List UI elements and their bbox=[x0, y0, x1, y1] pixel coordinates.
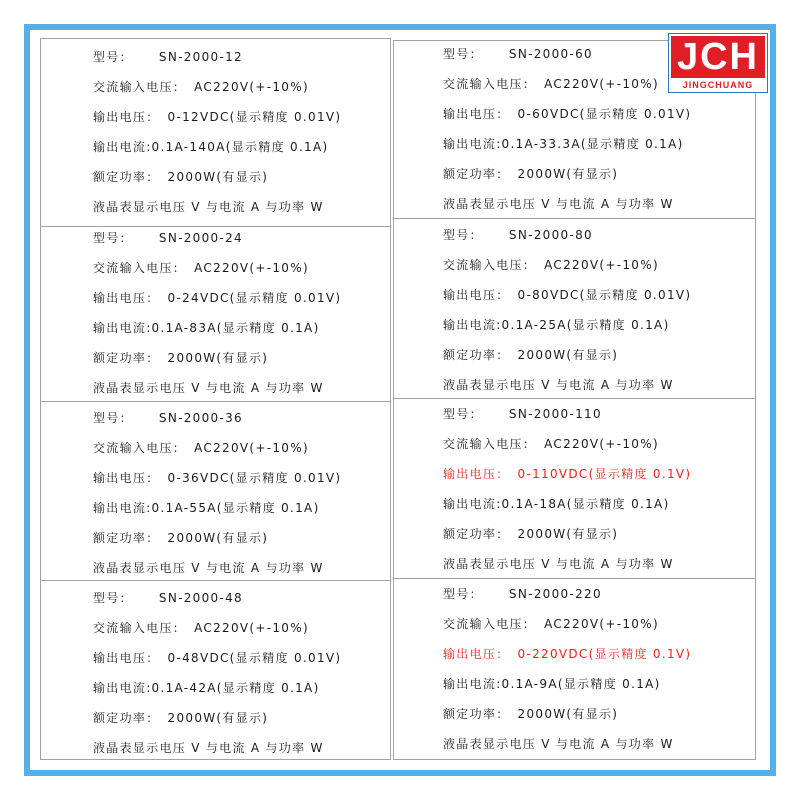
rated-power-value: 2000W(有显示) bbox=[167, 531, 269, 545]
model-row bbox=[443, 39, 691, 69]
rated-power-row bbox=[443, 159, 691, 189]
input-voltage-label: 交流输入电压： bbox=[443, 617, 537, 631]
input-voltage-row bbox=[93, 433, 341, 463]
input-voltage-row bbox=[443, 69, 691, 99]
model-label: 型号： bbox=[93, 231, 133, 245]
input-voltage-value: AC220V(+-10%) bbox=[544, 437, 659, 451]
input-voltage-row bbox=[93, 613, 341, 643]
input-voltage-label: 交流输入电压： bbox=[93, 261, 187, 275]
lcd-display-row: 液晶表显示电压 V 与电流 A 与功率 W bbox=[443, 378, 674, 392]
rated-power-value: 2000W(有显示) bbox=[517, 707, 619, 721]
rated-power-label: 额定功率： bbox=[443, 167, 510, 181]
output-voltage-row bbox=[443, 99, 691, 129]
output-current-row: 输出电流:0.1A-18A(显示精度 0.1A) bbox=[443, 497, 670, 511]
spec-lines bbox=[93, 583, 341, 763]
output-voltage-value: 0-36VDC(显示精度 0.01V) bbox=[167, 471, 342, 485]
model-value: SN-2000-60 bbox=[508, 47, 593, 61]
input-voltage-label: 交流输入电压： bbox=[93, 441, 187, 455]
model-label: 型号： bbox=[443, 228, 483, 242]
input-voltage-row bbox=[93, 253, 341, 283]
model-label: 型号： bbox=[443, 587, 483, 601]
input-voltage-label: 交流输入电压： bbox=[443, 77, 537, 91]
lcd-display-row: 液晶表显示电压 V 与电流 A 与功率 W bbox=[93, 200, 324, 214]
model-value: SN-2000-36 bbox=[158, 411, 243, 425]
model-label: 型号： bbox=[443, 407, 483, 421]
model-value: SN-2000-80 bbox=[508, 228, 593, 242]
output-voltage-label: 输出电压： bbox=[93, 291, 160, 305]
rated-power-label: 额定功率： bbox=[93, 531, 160, 545]
output-current-row: 输出电流:0.1A-25A(显示精度 0.1A) bbox=[443, 318, 670, 332]
lcd-display-row: 液晶表显示电压 V 与电流 A 与功率 W bbox=[443, 557, 674, 571]
model-value: SN-2000-220 bbox=[508, 587, 602, 601]
output-voltage-label: 输出电压： bbox=[443, 467, 510, 481]
output-voltage-value: 0-48VDC(显示精度 0.01V) bbox=[167, 651, 342, 665]
model-row bbox=[93, 583, 341, 613]
rated-power-value: 2000W(有显示) bbox=[517, 527, 619, 541]
rated-power-row bbox=[93, 703, 341, 733]
model-row bbox=[93, 42, 341, 72]
output-voltage-row bbox=[93, 102, 341, 132]
rated-power-row bbox=[443, 699, 691, 729]
model-value: SN-2000-12 bbox=[158, 50, 243, 64]
input-voltage-label: 交流输入电压： bbox=[93, 80, 187, 94]
input-voltage-label: 交流输入电压： bbox=[443, 437, 537, 451]
output-current-row: 输出电流:0.1A-33.3A(显示精度 0.1A) bbox=[443, 137, 684, 151]
rated-power-label: 额定功率： bbox=[443, 348, 510, 362]
spec-lines bbox=[443, 399, 691, 579]
input-voltage-value: AC220V(+-10%) bbox=[194, 441, 309, 455]
rated-power-value: 2000W(有显示) bbox=[517, 348, 619, 362]
lcd-display-row: 液晶表显示电压 V 与电流 A 与功率 W bbox=[93, 381, 324, 395]
output-voltage-label: 输出电压： bbox=[443, 647, 510, 661]
rated-power-value: 2000W(有显示) bbox=[517, 167, 619, 181]
output-current-row: 输出电流:0.1A-83A(显示精度 0.1A) bbox=[93, 321, 320, 335]
rated-power-value: 2000W(有显示) bbox=[167, 711, 269, 725]
spec-panel-sn-2000-12 bbox=[40, 38, 391, 227]
output-voltage-label: 输出电压： bbox=[443, 107, 510, 121]
rated-power-row bbox=[93, 162, 341, 192]
model-row bbox=[93, 403, 341, 433]
model-label: 型号： bbox=[93, 411, 133, 425]
spec-lines bbox=[93, 42, 341, 222]
output-voltage-row bbox=[93, 643, 341, 673]
rated-power-row bbox=[443, 519, 691, 549]
model-row bbox=[443, 220, 691, 250]
brand-logo bbox=[668, 33, 768, 93]
spec-lines bbox=[93, 403, 341, 583]
model-value: SN-2000-24 bbox=[158, 231, 243, 245]
output-voltage-value: 0-12VDC(显示精度 0.01V) bbox=[167, 110, 342, 124]
rated-power-row bbox=[93, 343, 341, 373]
output-voltage-value: 0-80VDC(显示精度 0.01V) bbox=[517, 288, 692, 302]
input-voltage-value: AC220V(+-10%) bbox=[194, 621, 309, 635]
output-voltage-label: 输出电压： bbox=[93, 471, 160, 485]
model-row bbox=[443, 399, 691, 429]
spec-panel-sn-2000-80 bbox=[393, 218, 756, 399]
rated-power-label: 额定功率： bbox=[443, 707, 510, 721]
model-value: SN-2000-48 bbox=[158, 591, 243, 605]
input-voltage-row bbox=[443, 250, 691, 280]
model-row bbox=[443, 579, 691, 609]
output-current-row: 输出电流:0.1A-140A(显示精度 0.1A) bbox=[93, 140, 329, 154]
output-voltage-label: 输出电压： bbox=[93, 651, 160, 665]
spec-panel-sn-2000-36 bbox=[40, 401, 391, 581]
spec-panel-sn-2000-220 bbox=[393, 578, 756, 760]
lcd-display-row: 液晶表显示电压 V 与电流 A 与功率 W bbox=[443, 197, 674, 211]
rated-power-label: 额定功率： bbox=[93, 351, 160, 365]
rated-power-row bbox=[93, 523, 341, 553]
input-voltage-row bbox=[93, 72, 341, 102]
input-voltage-label: 交流输入电压： bbox=[443, 258, 537, 272]
rated-power-label: 额定功率： bbox=[93, 170, 160, 184]
lcd-display-row: 液晶表显示电压 V 与电流 A 与功率 W bbox=[93, 561, 324, 575]
input-voltage-value: AC220V(+-10%) bbox=[544, 617, 659, 631]
output-voltage-row bbox=[93, 463, 341, 493]
output-voltage-value: 0-220VDC(显示精度 0.1V) bbox=[517, 647, 692, 661]
input-voltage-value: AC220V(+-10%) bbox=[544, 258, 659, 272]
output-current-row: 输出电流:0.1A-55A(显示精度 0.1A) bbox=[93, 501, 320, 515]
output-voltage-value: 0-110VDC(显示精度 0.1V) bbox=[517, 467, 692, 481]
model-label: 型号： bbox=[443, 47, 483, 61]
output-current-row: 输出电流:0.1A-42A(显示精度 0.1A) bbox=[93, 681, 320, 695]
logo-name: JINGCHUANG bbox=[682, 80, 754, 90]
logo-mark: JCH bbox=[671, 36, 765, 78]
output-voltage-label: 输出电压： bbox=[443, 288, 510, 302]
input-voltage-value: AC220V(+-10%) bbox=[544, 77, 659, 91]
model-value: SN-2000-110 bbox=[508, 407, 602, 421]
output-voltage-row bbox=[93, 283, 341, 313]
rated-power-label: 额定功率： bbox=[443, 527, 510, 541]
model-label: 型号： bbox=[93, 591, 133, 605]
model-label: 型号： bbox=[93, 50, 133, 64]
spec-lines bbox=[443, 579, 691, 759]
output-current-row: 输出电流:0.1A-9A(显示精度 0.1A) bbox=[443, 677, 661, 691]
input-voltage-value: AC220V(+-10%) bbox=[194, 80, 309, 94]
lcd-display-row: 液晶表显示电压 V 与电流 A 与功率 W bbox=[443, 737, 674, 751]
output-voltage-label: 输出电压： bbox=[93, 110, 160, 124]
rated-power-value: 2000W(有显示) bbox=[167, 351, 269, 365]
model-row bbox=[93, 223, 341, 253]
spec-panel-sn-2000-24 bbox=[40, 226, 391, 402]
rated-power-row bbox=[443, 340, 691, 370]
spec-lines bbox=[443, 39, 691, 219]
input-voltage-row bbox=[443, 429, 691, 459]
spec-lines bbox=[443, 220, 691, 400]
input-voltage-label: 交流输入电压： bbox=[93, 621, 187, 635]
spec-panel-sn-2000-110 bbox=[393, 398, 756, 579]
spec-panel-sn-2000-48 bbox=[40, 580, 391, 760]
rated-power-label: 额定功率： bbox=[93, 711, 160, 725]
input-voltage-value: AC220V(+-10%) bbox=[194, 261, 309, 275]
output-voltage-value: 0-24VDC(显示精度 0.01V) bbox=[167, 291, 342, 305]
spec-lines bbox=[93, 223, 341, 403]
output-voltage-row bbox=[443, 459, 691, 489]
lcd-display-row: 液晶表显示电压 V 与电流 A 与功率 W bbox=[93, 741, 324, 755]
input-voltage-row bbox=[443, 609, 691, 639]
rated-power-value: 2000W(有显示) bbox=[167, 170, 269, 184]
output-voltage-value: 0-60VDC(显示精度 0.01V) bbox=[517, 107, 692, 121]
output-voltage-row bbox=[443, 639, 691, 669]
output-voltage-row bbox=[443, 280, 691, 310]
